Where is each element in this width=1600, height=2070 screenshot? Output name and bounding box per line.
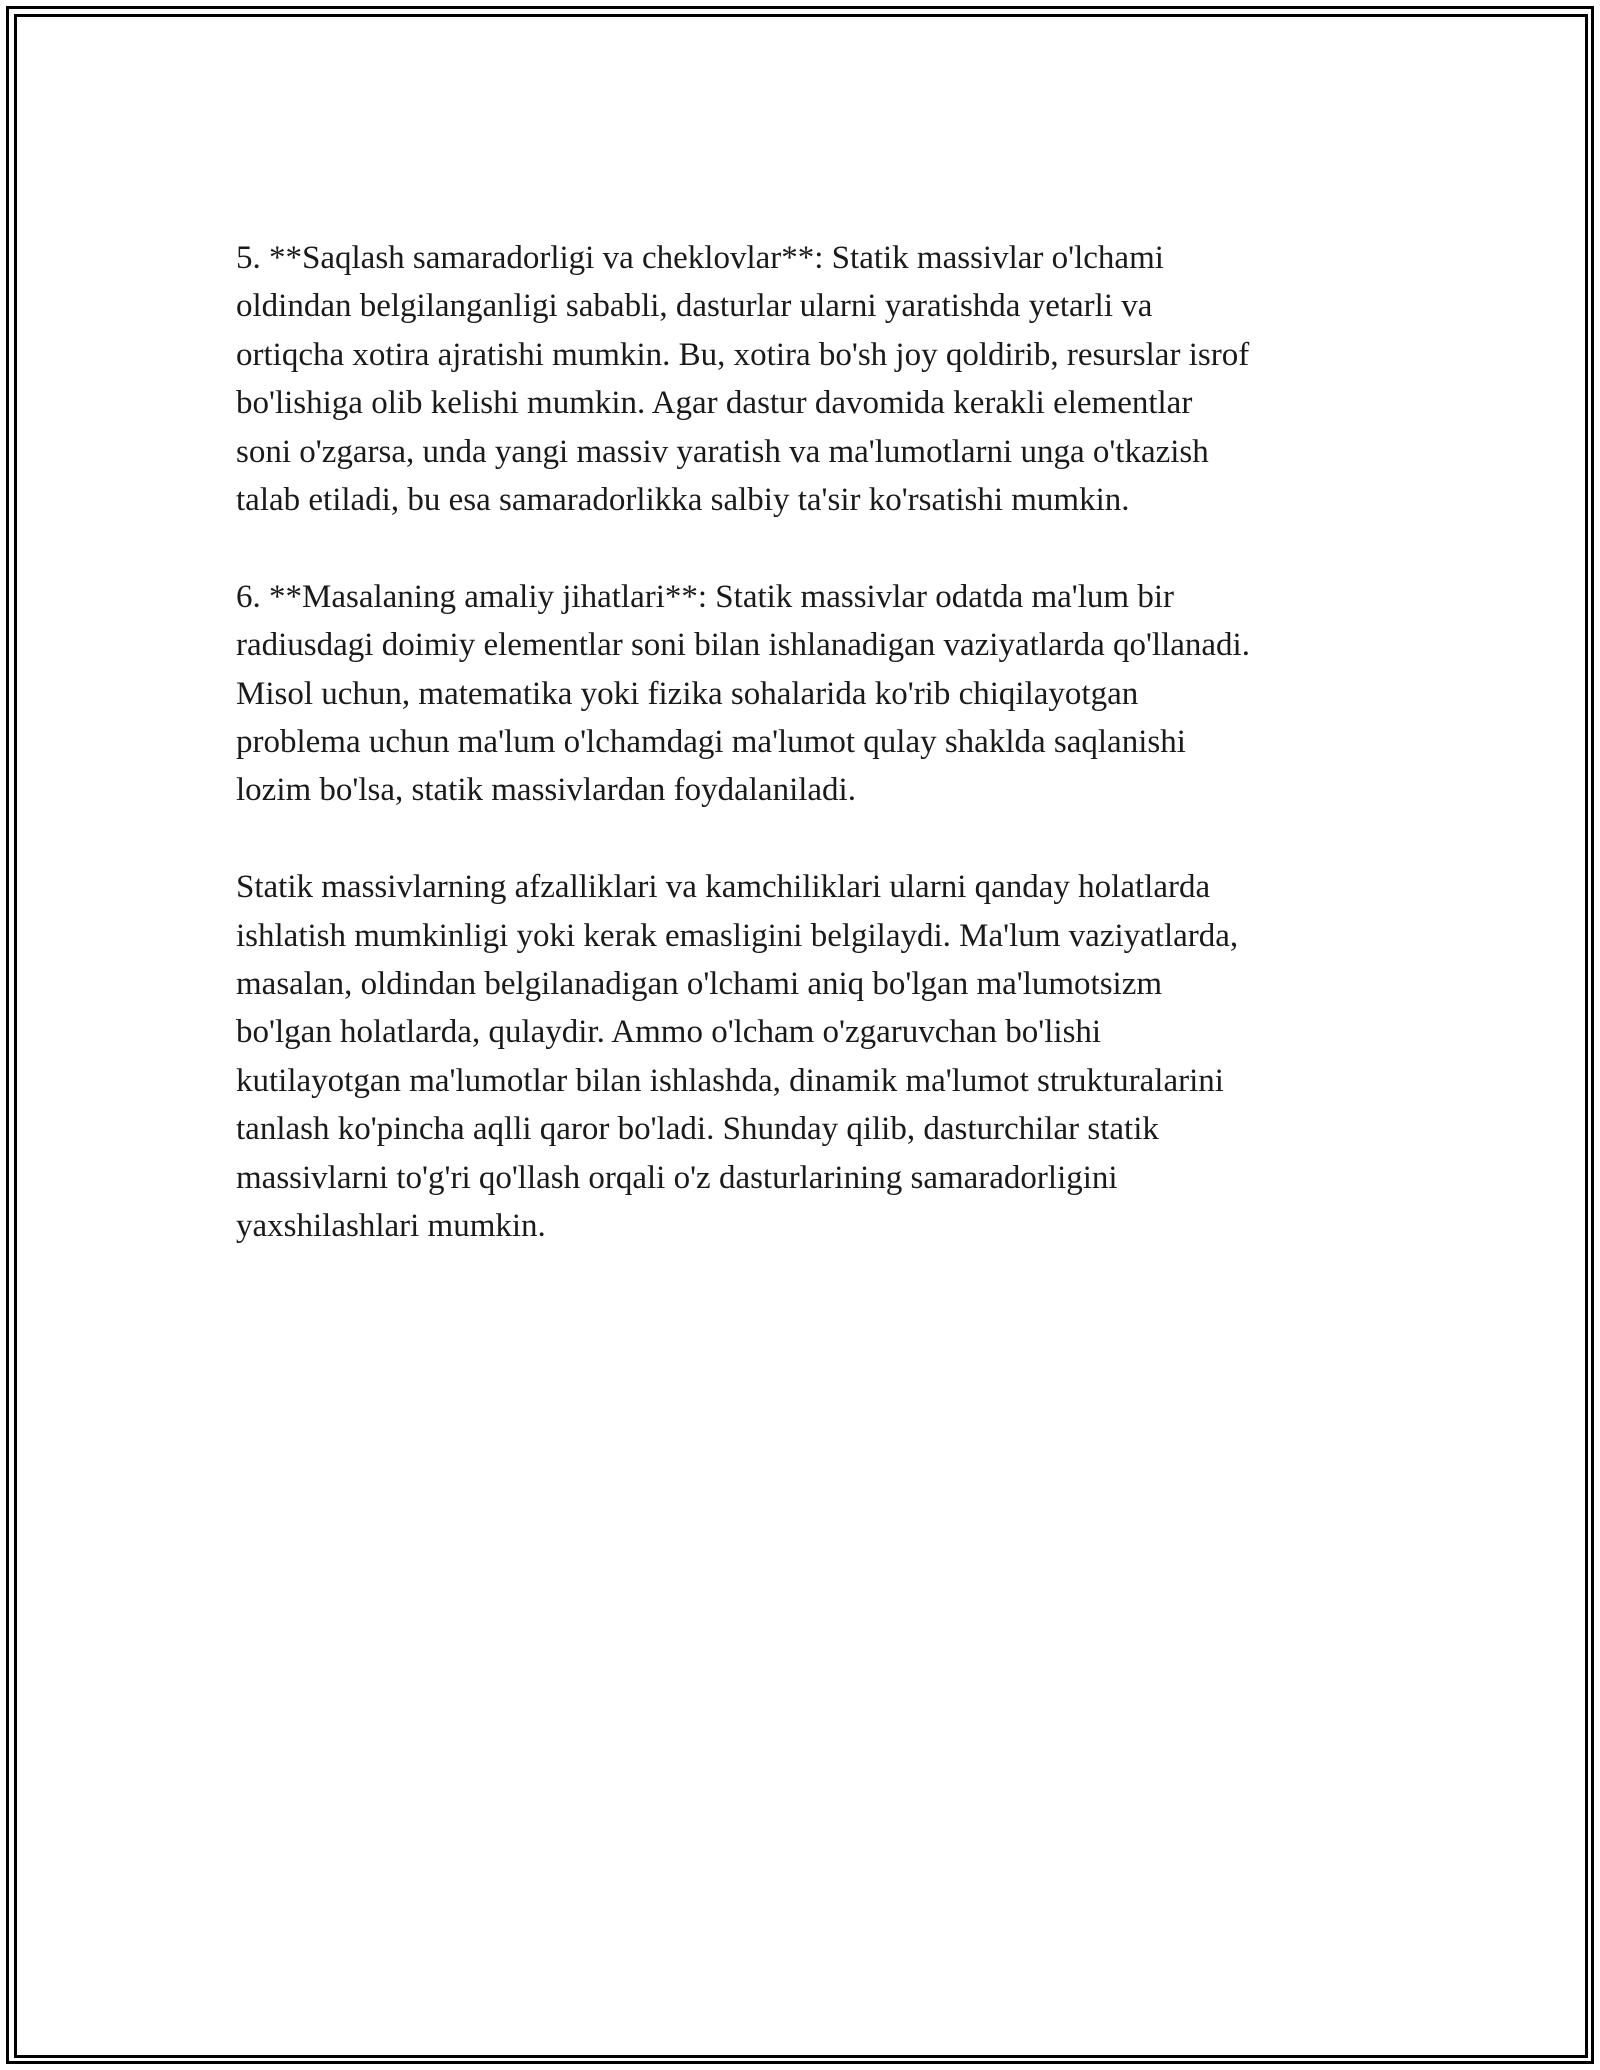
paragraph-storage-efficiency: 5. **Saqlash samaradorligi va cheklovlar**: Statik massivlar o'lchami oldindan belgilanganligi sababli, dasturlar ularni yaratishda yetarli va ortiqcha xotira ajratishi mumkin. Bu, xotira bo'sh joy qoldirib, resurslar isrof bo'lishiga olib kelishi mumkin. Agar dastur davomida kerakli elementlar soni o'zgarsa, unda yangi massiv yaratish va ma'lumotlarni unga o'tkazish talab etiladi, bu esa samaradorlikka salbiy ta'sir ko'rsatishi mumkin. (236, 240, 1250, 519)
paragraph-practical-aspects: 6. **Masalaning amaliy jihatlari**: Statik massivlar odatda ma'lum bir radiusdagi doimiy elementlar soni bilan ishlanadigan vaziyatlarda qo'llanadi. Misol uchun, matematika yoki fizika sohalarida ko'rib chiqilayotgan problema uchun ma'lum o'lchamdagi ma'lumot qulay shaklda saqlanishi lozim bo'lsa, statik massivlardan foydalaniladi. (236, 578, 1250, 809)
document-body (236, 234, 1386, 1299)
paragraph-conclusion: Statik massivlarning afzalliklari va kamchiliklari ularni qanday holatlarda ishlatish mumkinligi yoki kerak emasligini belgilaydi. Ma'lum vaziyatlarda, masalan, oldindan belgilanadigan o'lchami aniq bo'lgan ma'lumotsizm bo'lgan holatlarda, qulaydir. Ammo o'lcham o'zgaruvchan bo'lishi kutilayotgan ma'lumotlar bilan ishlashda, dinamik ma'lumot strukturalarini tanlash ko'pincha aqlli qaror bo'ladi. Shunday qilib, dasturchilar statik massivlarni to'g'ri qo'llash orqali o'z dasturlarining samaradorligini yaxshilashlari mumkin. (236, 869, 1239, 1245)
